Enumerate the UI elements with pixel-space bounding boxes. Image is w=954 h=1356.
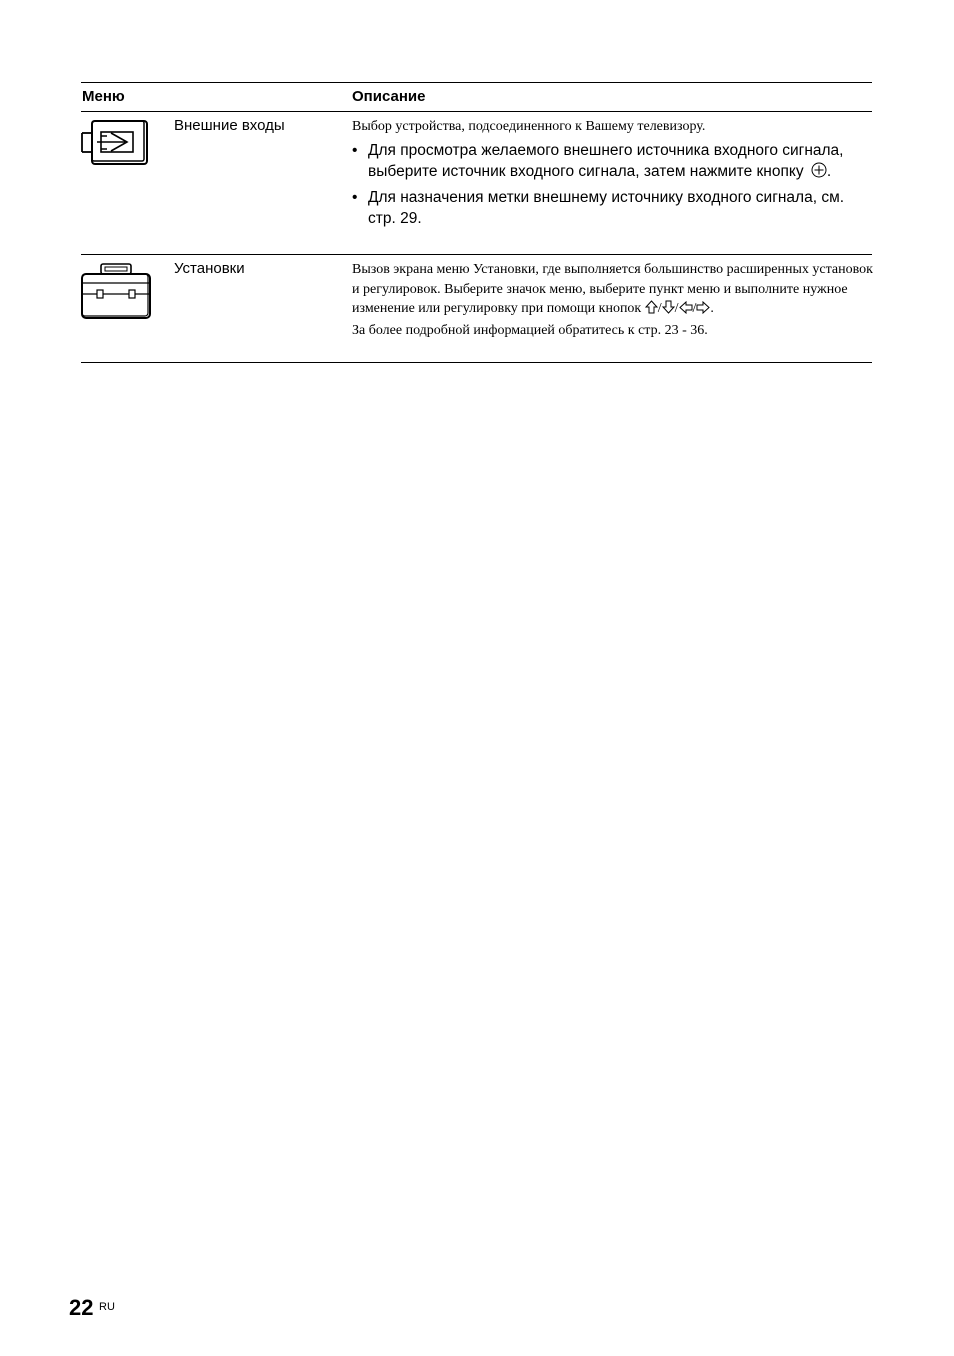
arrow-separator: / [674, 301, 679, 316]
menu-table [81, 82, 872, 363]
bullet-item [352, 187, 874, 230]
enter-button-icon [811, 162, 827, 185]
bullet-text: Для назначения метки внешнему источнику входного сигнала, см. стр. 29. [368, 188, 845, 227]
arrow-right-icon [696, 301, 710, 321]
external-inputs-icon [81, 119, 149, 172]
column-header-menu: Меню [82, 88, 125, 105]
menu-item-description [352, 117, 874, 232]
bullet-suffix: . [826, 163, 832, 180]
table-row-external-inputs [81, 112, 872, 255]
table-header [81, 83, 872, 112]
description-period: . [710, 301, 714, 316]
arrow-separator: / [692, 301, 697, 316]
page-language-code: RU [99, 1301, 115, 1313]
toolbox-settings-icon [81, 262, 153, 325]
bullet-marker: • [352, 141, 358, 159]
bullet-item [352, 140, 874, 185]
description-intro: Выбор устройства, подсоединенного к Вашему телевизору. [352, 119, 706, 134]
page-number: 22 [69, 1295, 94, 1320]
description-text: Вызов экрана меню Установки, где выполняется большинство расширенных установок и регулировок. Выберите значок меню, выберите пункт меню и выполните нужное изменение или регулировку при помощи кнопок [352, 262, 873, 316]
arrow-down-icon [662, 300, 675, 321]
menu-item-name: Внешние входы [174, 117, 285, 134]
arrow-separator: / [657, 301, 662, 316]
bullet-list [352, 140, 874, 230]
arrow-up-icon [645, 300, 658, 321]
column-header-description: Описание [352, 88, 426, 105]
table-row-settings [81, 255, 872, 363]
bullet-marker: • [352, 188, 358, 206]
description-more-info: За более подробной информацией обратитесь к стр. 23 - 36. [352, 322, 708, 338]
arrow-left-icon [679, 301, 693, 321]
menu-item-description [352, 260, 874, 340]
bullet-text: Для просмотра желаемого внешнего источника входного сигнала, выберите источник входного сигнала, затем нажмите кнопку [368, 141, 844, 180]
menu-item-name: Установки [174, 260, 245, 277]
